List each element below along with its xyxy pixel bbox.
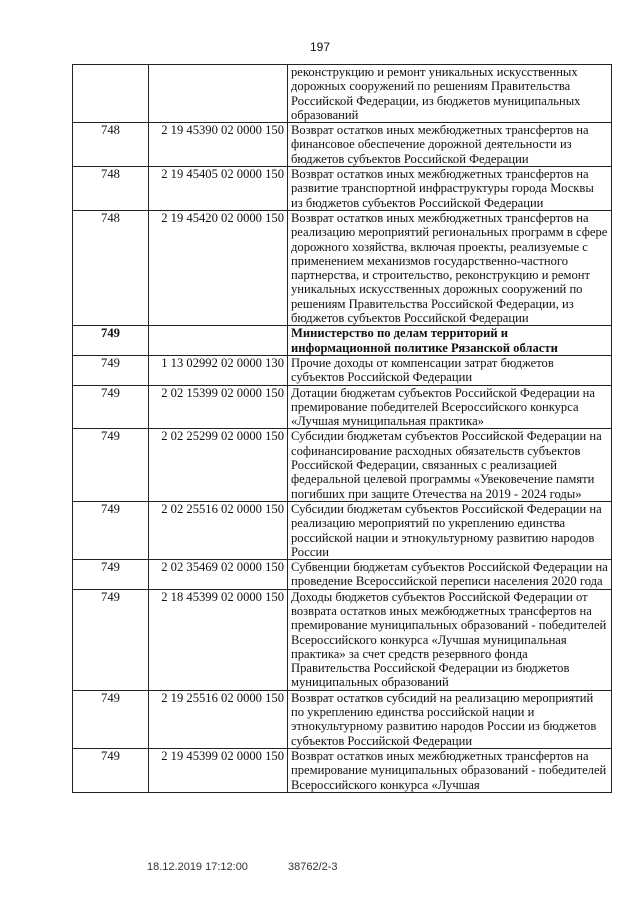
income-name-cell: Возврат остатков иных межбюджетных трансфертов на премирование муниципальных образований - победителей Всероссийского конкурса «Лучшая — [288, 748, 612, 792]
income-code-cell: 2 19 45405 02 0000 150 — [149, 167, 288, 211]
income-name-cell: Возврат остатков иных межбюджетных трансфертов на реализацию мероприятий региональных программ в сфере дорожного хозяйства, включая проекты, реализуемые с применением механизмов государственно-частного партнерства, и строительство, реконструкцию и ремонт уникальных искусственных дорожных сооружений по решениям Правительства Российской Федерации, из бюджетов субъектов Российской Федерации — [288, 210, 612, 325]
table-row — [73, 589, 612, 690]
income-code-cell: 1 13 02992 02 0000 130 — [149, 355, 288, 385]
income-name-cell: Субсидии бюджетам субъектов Российской Федерации на реализацию мероприятий по укреплению единства российской нации и этнокультурному развитию народов России — [288, 501, 612, 559]
admin-code-cell: 749 — [73, 326, 149, 356]
admin-code-cell: 748 — [73, 167, 149, 211]
admin-code-cell: 749 — [73, 589, 149, 690]
income-name-cell: Субвенции бюджетам субъектов Российской Федерации на проведение Всероссийской переписи населения 2020 года — [288, 560, 612, 590]
table-row — [73, 326, 612, 356]
footer-doc-id: 38762/2-3 — [288, 861, 338, 873]
admin-code-cell: 749 — [73, 501, 149, 559]
table-row — [73, 501, 612, 559]
footer-datetime: 18.12.2019 17:12:00 — [147, 861, 248, 873]
admin-code-cell: 749 — [73, 385, 149, 429]
income-code-cell — [149, 65, 288, 123]
income-code-cell: 2 19 25516 02 0000 150 — [149, 690, 288, 748]
page-number: 197 — [309, 40, 331, 54]
table-row — [73, 123, 612, 167]
table-row — [73, 65, 612, 123]
table-row — [73, 210, 612, 325]
admin-code-cell: 749 — [73, 429, 149, 501]
admin-code-cell: 749 — [73, 748, 149, 792]
table-row — [73, 429, 612, 501]
income-name-cell: Возврат остатков иных межбюджетных трансфертов на финансовое обеспечение дорожной деятельности из бюджетов субъектов Российской Федерации — [288, 123, 612, 167]
table-row — [73, 385, 612, 429]
income-code-cell: 2 02 25516 02 0000 150 — [149, 501, 288, 559]
income-name-cell: Возврат остатков иных межбюджетных трансфертов на развитие транспортной инфраструктуры города Москвы из бюджетов субъектов Российской Федерации — [288, 167, 612, 211]
admin-code-cell: 749 — [73, 560, 149, 590]
income-code-cell: 2 19 45399 02 0000 150 — [149, 748, 288, 792]
income-code-cell — [149, 326, 288, 356]
table-row — [73, 167, 612, 211]
admin-code-cell — [73, 65, 149, 123]
table-row — [73, 560, 612, 590]
admin-code-cell: 748 — [73, 123, 149, 167]
income-name-cell: Доходы бюджетов субъектов Российской Федерации от возврата остатков иных межбюджетных трансфертов на премирование муниципальных образований - победителей Всероссийского конкурса «Лучшая муниципальная практика» за счет средств резервного фонда Правительства Российской Федерации из бюджетов муниципальных образований — [288, 589, 612, 690]
table-row — [73, 355, 612, 385]
income-code-cell: 2 19 45420 02 0000 150 — [149, 210, 288, 325]
income-code-cell: 2 02 25299 02 0000 150 — [149, 429, 288, 501]
income-code-cell: 2 18 45399 02 0000 150 — [149, 589, 288, 690]
income-code-cell: 2 19 45390 02 0000 150 — [149, 123, 288, 167]
income-code-cell: 2 02 35469 02 0000 150 — [149, 560, 288, 590]
table-row — [73, 690, 612, 748]
table-row — [73, 748, 612, 792]
income-name-cell: реконструкцию и ремонт уникальных искусственных дорожных сооружений по решениям Правительства Российской Федерации, из бюджетов муниципальных образований — [288, 65, 612, 123]
income-name-cell: Субсидии бюджетам субъектов Российской Федерации на софинансирование расходных обязательств субъектов Российской Федерации, связанных с реализацией федеральной целевой программы «Увековечение памяти погибших при защите Отечества на 2019 - 2024 годы» — [288, 429, 612, 501]
admin-code-cell: 749 — [73, 355, 149, 385]
budget-codes-table — [72, 64, 612, 793]
income-name-cell: Министерство по делам территорий и информационной политике Рязанской области — [288, 326, 612, 356]
income-name-cell: Дотации бюджетам субъектов Российской Федерации на премирование победителей Всероссийского конкурса «Лучшая муниципальная практика» — [288, 385, 612, 429]
admin-code-cell: 749 — [73, 690, 149, 748]
income-code-cell: 2 02 15399 02 0000 150 — [149, 385, 288, 429]
income-name-cell: Возврат остатков субсидий на реализацию мероприятий по укреплению единства российской нации и этнокультурному развитию народов России из бюджетов субъектов Российской Федерации — [288, 690, 612, 748]
admin-code-cell: 748 — [73, 210, 149, 325]
income-name-cell: Прочие доходы от компенсации затрат бюджетов субъектов Российской Федерации — [288, 355, 612, 385]
